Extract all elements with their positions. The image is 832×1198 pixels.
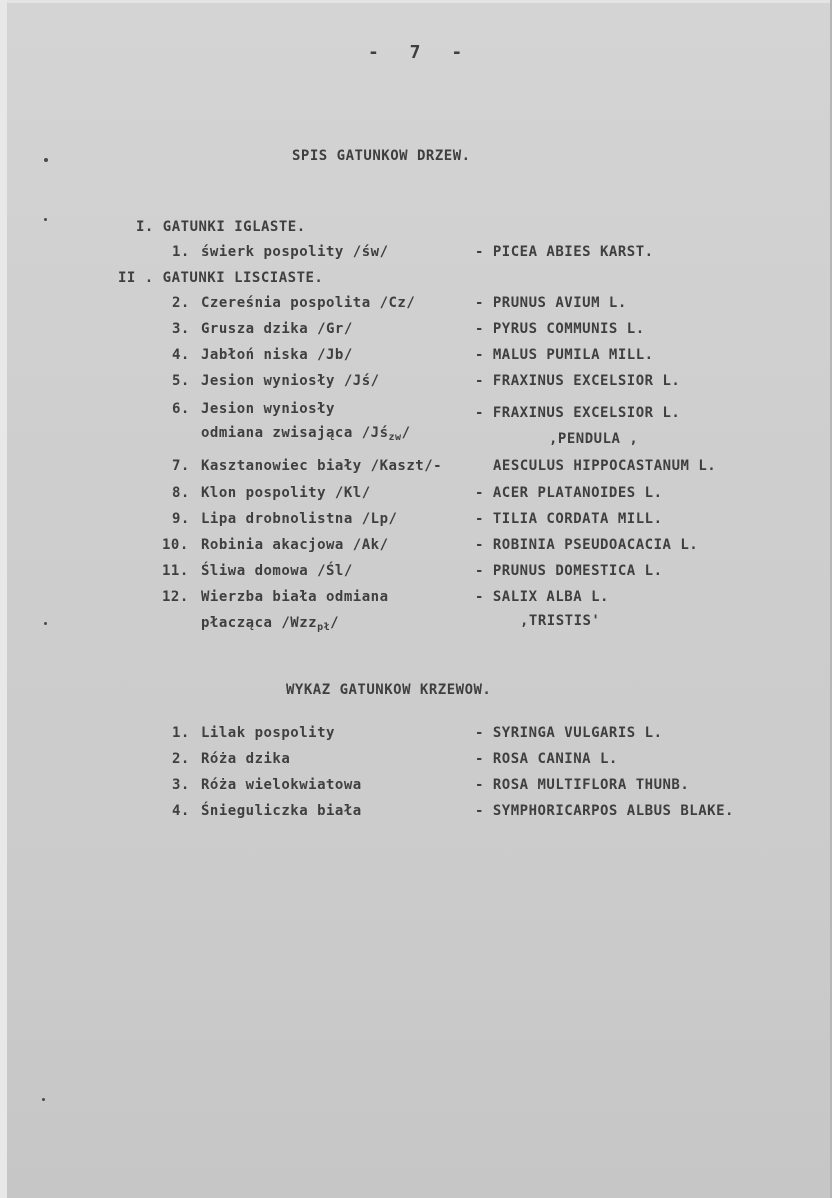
trees-heading: SPIS GATUNKOW DRZEW. <box>292 148 471 164</box>
scan-speck <box>44 622 47 625</box>
section-deciduous-heading: II . GATUNKI LISCIASTE. <box>118 270 324 286</box>
scan-edge-left <box>0 0 7 1198</box>
document-page: - 7 - SPIS GATUNKOW DRZEW. I. GATUNKI IGLASTE. 1. świerk pospolity /św/ - PICEA ABIES KARST. II . GATUNKI LISCIASTE. 2. Czereśnia pospolita /Cz/ - PRUNUS AVIUM L. 3. Grusza dzika /Gr/ - PYRUS COMMUNIS L. 4. Jabłoń niska /Jb/ - MALUS PUMILA MILL. 5. Jesion wyniosły /Jś/ - FRAXINUS EXCELSIOR L. 6. Jesion wyniosły odmiana zwisająca $/Jś_{zw}/$ - FRAXINUS EXCELSIOR L. ,PENDULA , 7. Kasztanowiec biały /Kaszt/- AESCULUS HIPPOCASTANUM L. 8. Klon pospolity /Kl/ - ACER PLATANOIDES L. 9. Lipa drobnolistna /Lp/ - TILIA CORDATA MILL. 10. Robinia akacjowa /Ak/ - ROBINIA PSEUDOACACIA L. 11. Śliwa domowa /Śl/ - PRUNUS DOMESTICA L. 12. Wierzba biała odmiana płacząca /Wzz$_{pł}$/ - SALIX ALBA L. ,TRISTIS' WYKAZ GATUNKOW KRZEWOW. 1. Lilak pospolity - SYRINGA VULGARIS L. 2. Róża dzika - ROSA CANINA L. 3. Róża wielokwiatowa - ROSA MULTIFLORA THUNB. 4. Śnieguliczka biała - SYMPHORICARPOS ALBUS BLAKE. <box>0 0 832 1198</box>
scan-speck <box>44 158 48 162</box>
scan-edge-top <box>0 0 832 3</box>
scan-speck <box>42 1098 45 1101</box>
scan-speck <box>44 218 47 221</box>
page-number: - 7 - <box>368 42 473 63</box>
shrubs-heading: WYKAZ GATUNKOW KRZEWOW. <box>286 682 492 698</box>
section-conifers-heading: I. GATUNKI IGLASTE. <box>136 219 306 235</box>
